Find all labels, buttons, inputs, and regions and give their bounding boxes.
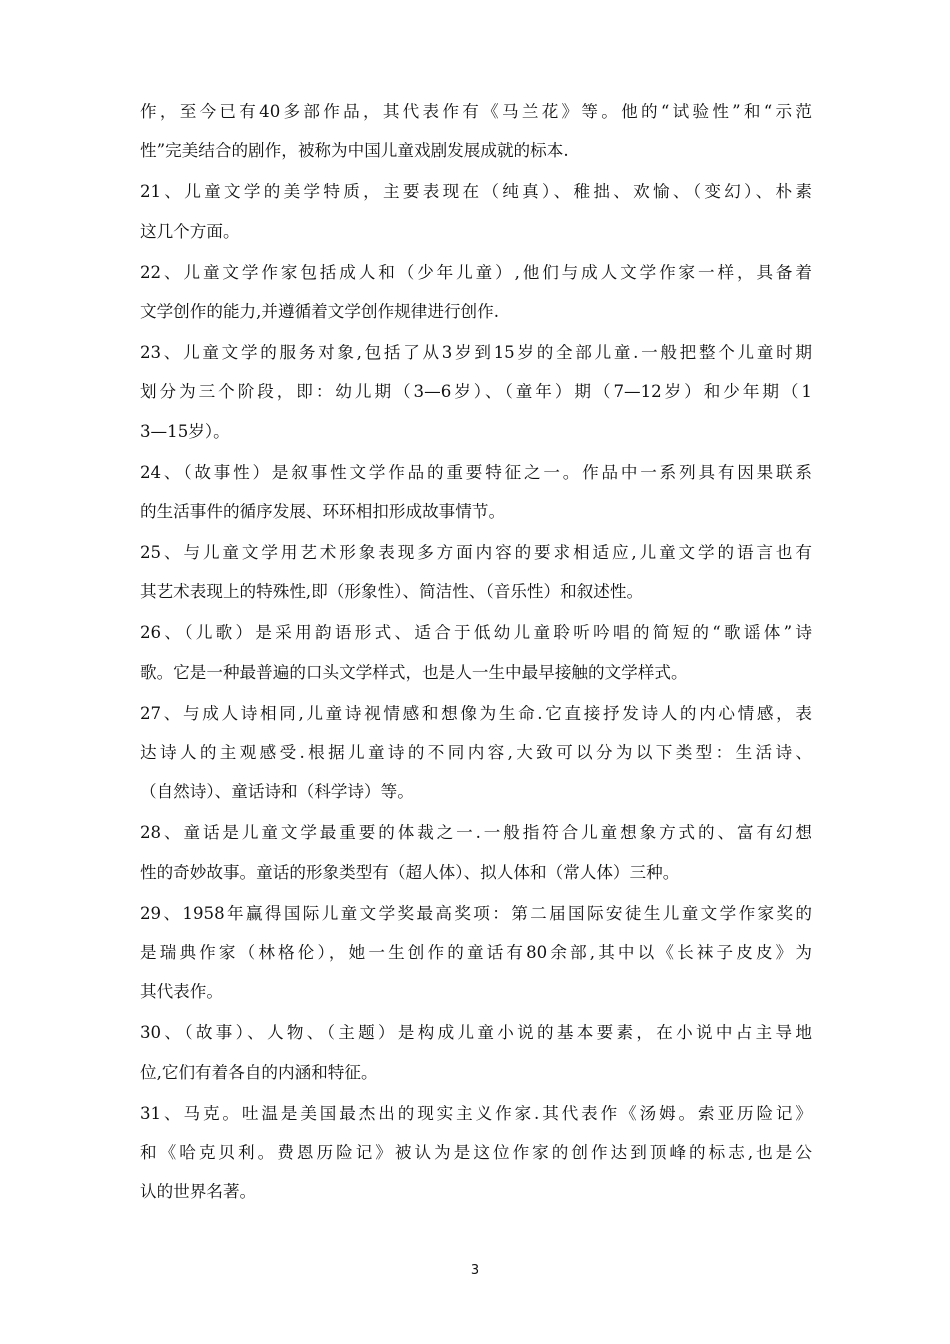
text-line: 和《哈克贝利。费恩历险记》被认为是这位作家的创作达到顶峰的标志,也是公: [140, 1142, 812, 1162]
paragraph-item-23: [140, 333, 812, 451]
paragraph-item-28: [140, 813, 812, 891]
paragraph-item-31: [140, 1094, 812, 1212]
paragraph-item-26: [140, 613, 812, 691]
text-line: 划分为三个阶段，即：幼儿期（3—6岁）、（童年）期（7—12岁）和少年期（1: [140, 382, 812, 402]
text-line: 其代表作。: [140, 982, 223, 1002]
paragraph-item-21: [140, 172, 812, 250]
text-line: 25、与儿童文学用艺术形象表现多方面内容的要求相适应,儿童文学的语言也有: [140, 543, 812, 563]
paragraph-item-30: [140, 1013, 812, 1091]
page-number: 3: [470, 1263, 480, 1278]
paragraph-item-24: [140, 453, 812, 531]
text-line: 达诗人的主观感受.根据儿童诗的不同内容,大致可以分为以下类型：生活诗、: [140, 743, 812, 762]
text-line: 30、（故事）、人物、（主题）是构成儿童小说的基本要素，在小说中占主导地: [140, 1023, 812, 1043]
text-line: 性的奇妙故事。童话的形象类型有（超人体）、拟人体和（常人体）三种。: [140, 862, 680, 882]
text-line: 的生活事件的循序发展、环环相扣形成故事情节。: [140, 501, 506, 521]
text-line: 24、（故事性）是叙事性文学作品的重要特征之一。作品中一系列具有因果联系: [140, 462, 812, 482]
text-line: 26、（儿歌）是采用韵语形式、适合于低幼儿童聆听吟唱的简短的“歌谣体”诗: [140, 623, 812, 643]
text-line: 22、儿童文学作家包括成人和（少年儿童）,他们与成人文学作家一样，具备着: [140, 262, 812, 282]
text-line: 31、马克。吐温是美国最杰出的现实主义作家.其代表作《汤姆。索亚历险记》: [140, 1103, 812, 1123]
text-line: 3—15岁）。: [140, 421, 230, 441]
text-line: 文学创作的能力,并遵循着文学创作规律进行创作.: [140, 301, 500, 321]
text-line: 歌。它是一种最普遍的口头文学样式，也是人一生中最早接触的文学样式。: [140, 662, 688, 682]
text-line: 性”完美结合的剧作，被称为中国儿童戏剧发展成就的标本.: [140, 141, 569, 161]
text-line: 作，至今已有40多部作品，其代表作有《马兰花》等。他的“试验性”和“示范: [140, 102, 812, 121]
text-line: 27、与成人诗相同,儿童诗视情感和想像为生命.它直接抒发诗人的内心情感，表: [140, 703, 812, 723]
text-line: 是瑞典作家（林格伦），她一生创作的童话有80余部,其中以《长袜子皮皮》为: [140, 942, 812, 962]
text-line: 28、童话是儿童文学最重要的体裁之一.一般指符合儿童想象方式的、富有幻想: [140, 823, 812, 843]
paragraph-continuation: [140, 92, 812, 170]
text-line: 认的世界名著。: [140, 1182, 257, 1202]
text-line: （自然诗）、童话诗和（科学诗）等。: [140, 782, 414, 802]
text-line: 21、儿童文学的美学特质，主要表现在（纯真）、稚拙、欢愉、（变幻）、朴素: [140, 182, 812, 202]
text-line: 23、儿童文学的服务对象,包括了从3岁到15岁的全部儿童.一般把整个儿童时期: [140, 343, 812, 363]
document-body: [140, 92, 812, 1213]
paragraph-item-27: [140, 694, 812, 812]
text-line: 位,它们有着各自的内涵和特征。: [140, 1062, 378, 1082]
text-line: 这几个方面。: [140, 221, 240, 241]
text-line: 29、1958年赢得国际儿童文学奖最高奖项：第二届国际安徒生儿童文学作家奖的: [140, 903, 812, 923]
paragraph-item-25: [140, 533, 812, 611]
paragraph-item-22: [140, 253, 812, 331]
text-line: 其艺术表现上的特殊性,即（形象性）、简洁性、（音乐性）和叙述性。: [140, 582, 644, 602]
paragraph-item-29: [140, 894, 812, 1012]
